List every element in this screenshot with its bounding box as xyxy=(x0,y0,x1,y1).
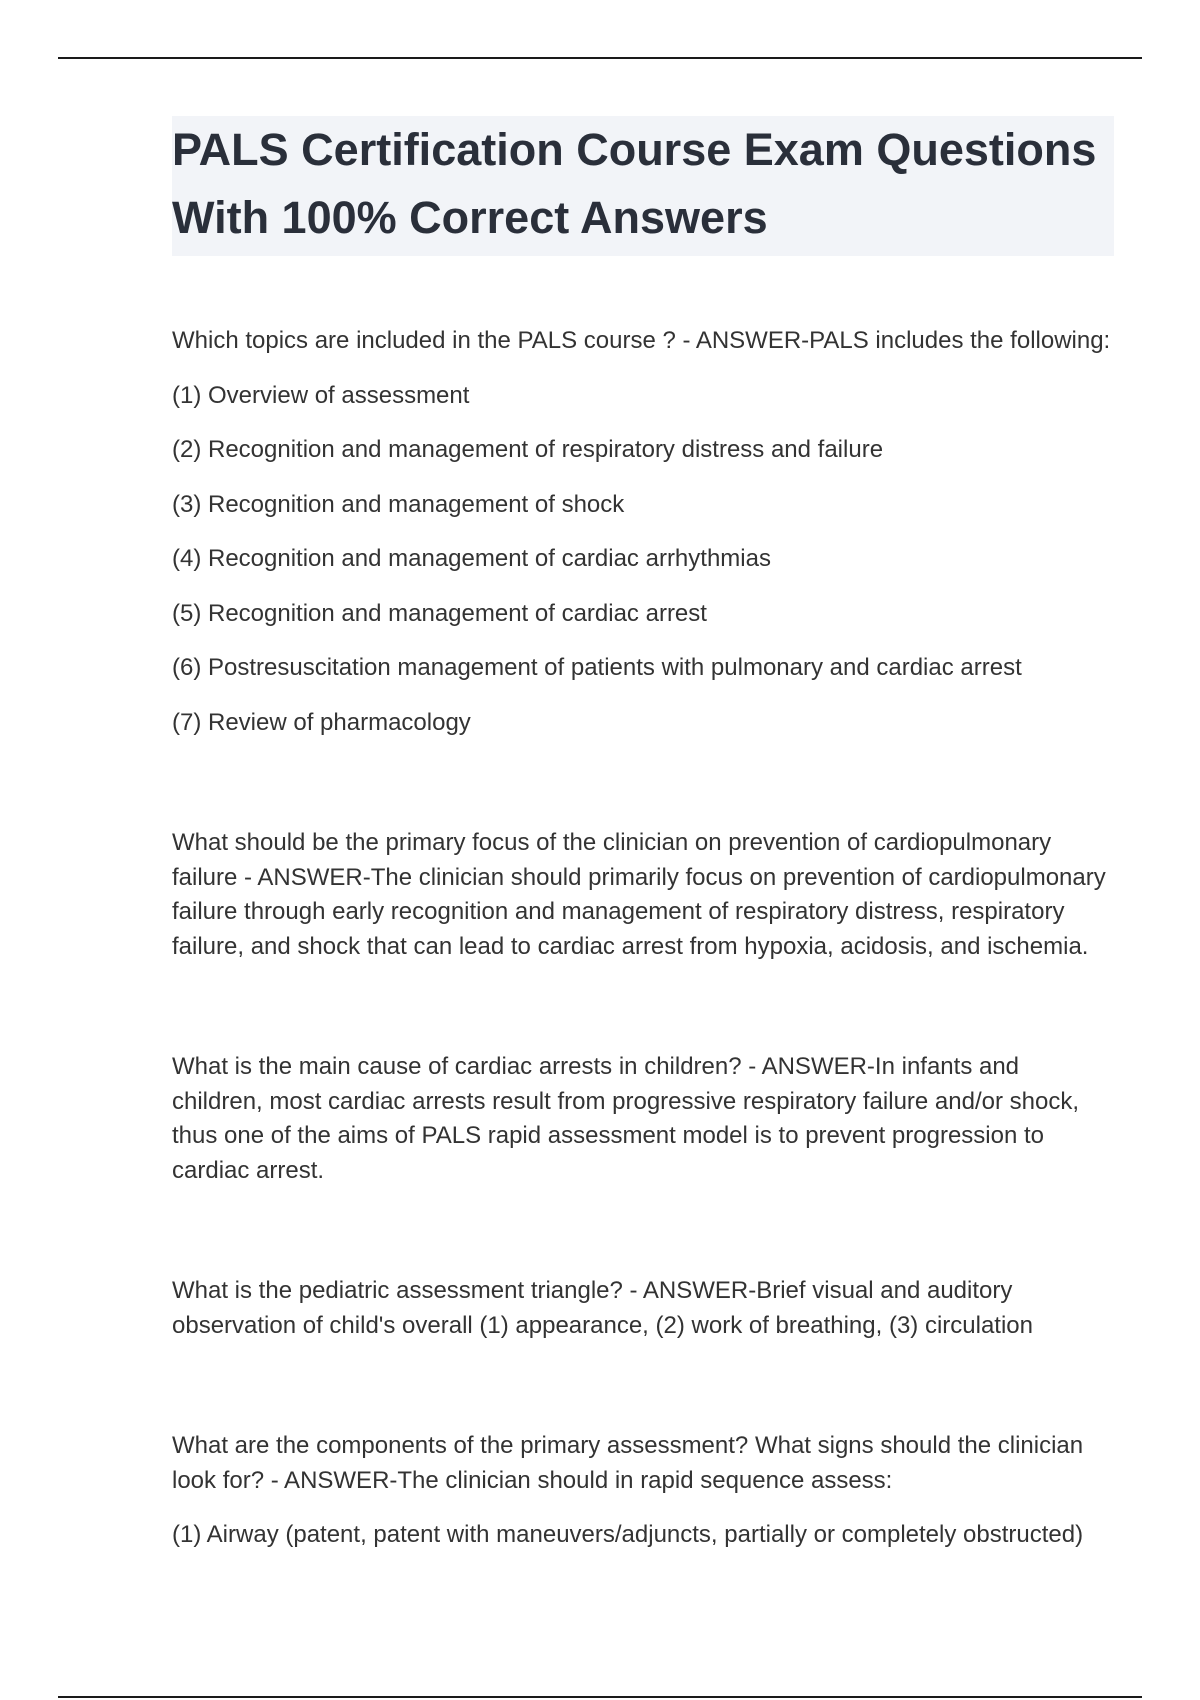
qa-list xyxy=(172,324,1114,1553)
qa-text: What are the components of the primary assessment? What signs should the clinician look for? - ANSWER-The clinician should in rapid sequence assess: xyxy=(172,1432,1084,1494)
topic-list xyxy=(172,379,1114,741)
list-item: (1) Airway (patent, patent with maneuvers/adjuncts, partially or completely obstructed) xyxy=(172,1521,1084,1548)
qa-item xyxy=(172,826,1114,964)
document-body xyxy=(172,116,1114,1553)
document-title: PALS Certification Course Exam Questions With 100% Correct Answers xyxy=(172,124,1097,243)
list-item: (2) Recognition and management of respiratory distress and failure xyxy=(172,436,884,463)
list-item: (1) Overview of assessment xyxy=(172,381,470,409)
qa-item xyxy=(172,1274,1114,1343)
qa-text: Which topics are included in the PALS course ? - ANSWER-PALS includes the following: xyxy=(172,327,1111,354)
qa-item xyxy=(172,1429,1114,1553)
list-item: (4) Recognition and management of cardiac arrhythmias xyxy=(172,545,771,572)
header-rule xyxy=(58,57,1142,59)
title-block xyxy=(172,116,1114,256)
qa-text: What is the pediatric assessment triangle? - ANSWER-Brief visual and auditory observation of child's overall (1) appearance, (2) work of breathing, (3) circulation xyxy=(172,1277,1033,1339)
list-item: (7) Review of pharmacology xyxy=(172,708,471,736)
qa-item xyxy=(172,1050,1114,1188)
qa-item xyxy=(172,324,1114,740)
footer-rule xyxy=(58,1696,1142,1698)
list-item: (6) Postresuscitation management of patients with pulmonary and cardiac arrest xyxy=(172,654,1022,681)
list-item: (3) Recognition and management of shock xyxy=(172,490,625,518)
qa-text: What is the main cause of cardiac arrests in children? - ANSWER-In infants and children, most cardiac arrests result from progressive respiratory failure and/or shock, thus one of the aims of PALS rapid assessment model is to prevent progression to cardiac arrest. xyxy=(172,1053,1080,1184)
assessment-list xyxy=(172,1518,1114,1553)
list-item: (5) Recognition and management of cardiac arrest xyxy=(172,599,707,627)
qa-text: What should be the primary focus of the clinician on prevention of cardiopulmonary failure - ANSWER-The clinician should primarily focus on prevention of cardiopulmonary failure through early recognition and management of respiratory distress, respiratory failure, and shock that can lead to cardiac arrest from hypoxia, acidosis, and ischemia. xyxy=(172,829,1106,960)
